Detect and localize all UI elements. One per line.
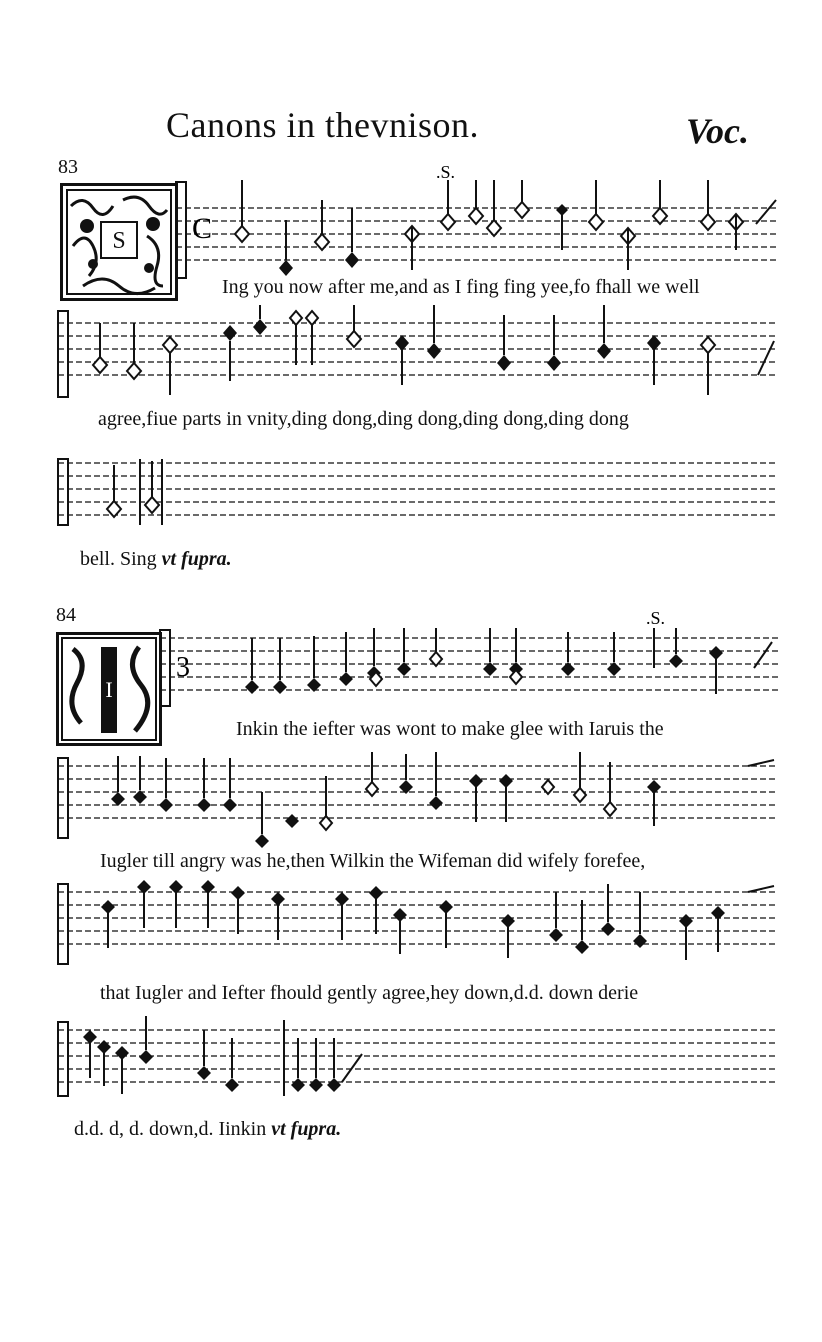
lyric-83-ending: bell. Sing [80,548,157,570]
initial-letter: S [112,228,126,254]
staff-84-1 [160,608,780,720]
sign-mark: .S. [646,608,666,628]
page-title: Canons in thevnison. [166,105,479,145]
lyric-84-line-4 [74,1118,341,1141]
staff-84-2 [58,752,780,852]
voice-mark: Voc. [686,111,749,151]
lyric-84-line-1: Inkin the iefter was wont to make glee with Iaruis the [236,718,664,740]
lyric-84-line-2: Iugler till angry was he,then Wilkin the Wifeman did wifely forefee, [100,850,646,872]
lyric-83-line-2: agree,fiue parts in vnity,ding dong,ding dong,ding dong,ding dong [98,408,629,430]
decorated-initial-s [60,183,178,301]
direction-83: vt fupra. [161,548,232,570]
svg-text:C: C [192,212,213,245]
canon-number-84: 84 [56,604,76,626]
lyric-83-line-3 [80,548,232,571]
lyric-83-line-1: Ing you now after me,and as I fing fing yee,fo fhall we well [222,276,700,298]
lyric-84-ending: d.d. d, d. down,d. Iinkin [74,1118,267,1140]
canon-number-83: 83 [58,156,78,178]
decorated-initial-i [56,632,162,746]
initial-letter: I [105,677,113,702]
staff-84-4 [58,1016,780,1104]
direction-84: vt fupra. [271,1118,342,1140]
svg-text:3: 3 [176,652,190,683]
lyric-84-line-3: that Iugler and Iefter fhould gently agree,hey down,d.d. down derie [100,982,639,1004]
staff-83-2 [58,305,780,405]
sign-mark: .S. [436,162,456,182]
staff-83-1 [176,162,780,280]
staff-84-3 [58,878,780,972]
staff-83-3 [58,455,780,535]
